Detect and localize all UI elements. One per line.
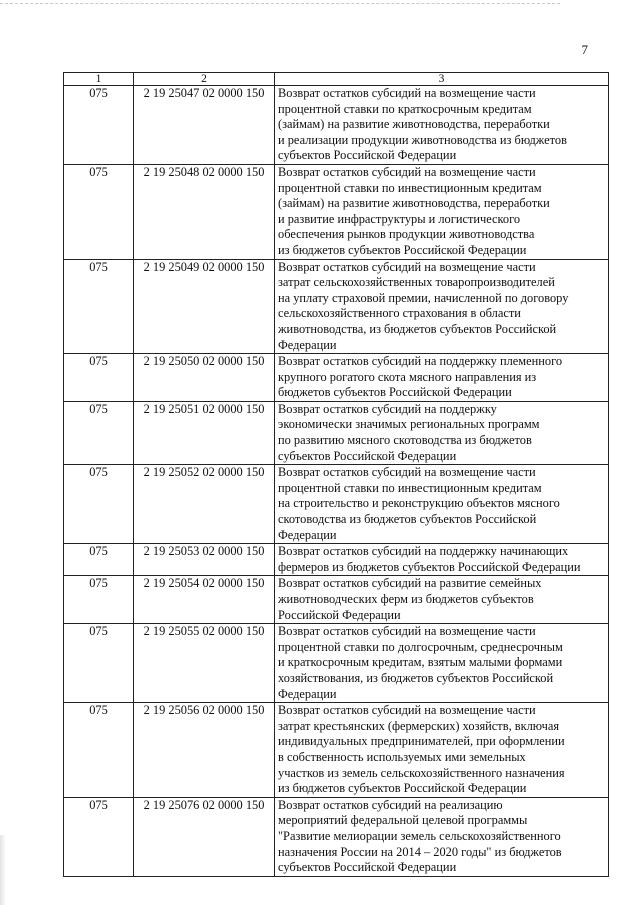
table-header-row: [64, 73, 609, 86]
budget-classification-code-cell: 2 19 25051 02 0000 150: [134, 401, 275, 464]
table-row: [64, 576, 609, 624]
table-row: [64, 354, 609, 402]
budget-classification-code-cell: 2 19 25047 02 0000 150: [134, 86, 275, 165]
revenue-name-cell: Возврат остатков субсидий на возмещение части процентной ставки по долгосрочным, среднесрочным и краткосрочным кредитам, взятым малыми формами хозяйствования, из бюджетов субъектов Российской Федерации: [275, 624, 609, 703]
revenue-name-cell: Возврат остатков субсидий на поддержку племенного крупного рогатого скота мясного направления из бюджетов субъектов Российской Федерации: [275, 354, 609, 402]
revenue-name-cell: Возврат остатков субсидий на поддержку экономически значимых региональных программ по развитию мясного скотоводства из бюджетов субъектов Российской Федерации: [275, 401, 609, 464]
budget-classification-code-cell: 2 19 25056 02 0000 150: [134, 703, 275, 798]
table-row: [64, 624, 609, 703]
revenue-name-cell: Возврат остатков субсидий на реализацию мероприятий федеральной целевой программы "Развитие мелиорации земель сельскохозяйственного назначения России на 2014 – 2020 годы" из бюджетов субъектов Российской Федерации: [275, 797, 609, 876]
admin-code-cell: 075: [64, 164, 134, 259]
revenue-name-cell: Возврат остатков субсидий на поддержку начинающих фермеров из бюджетов субъектов Российской Федерации: [275, 544, 609, 576]
table-row: [64, 703, 609, 798]
admin-code-cell: 075: [64, 354, 134, 402]
budget-codes-table: [63, 72, 609, 877]
admin-code-cell: 075: [64, 624, 134, 703]
revenue-name-cell: Возврат остатков субсидий на возмещение части затрат крестьянских (фермерских) хозяйств, включая индивидуальных предпринимателей, при оформлении в собственность используемых ими земельных участков из земель сельскохозяйственного назначения из бюджетов субъектов Российской Федерации: [275, 703, 609, 798]
table-row: [64, 259, 609, 354]
admin-code-cell: 075: [64, 401, 134, 464]
table-row: [64, 164, 609, 259]
revenue-name-cell: Возврат остатков субсидий на возмещение части процентной ставки по инвестиционным кредитам на строительство и реконструкцию объектов мясного скотоводства из бюджетов субъектов Российской Федерации: [275, 465, 609, 544]
scan-artifact-line: [0, 3, 560, 7]
budget-classification-code-cell: 2 19 25049 02 0000 150: [134, 259, 275, 354]
budget-classification-code-cell: 2 19 25055 02 0000 150: [134, 624, 275, 703]
budget-classification-code-cell: 2 19 25050 02 0000 150: [134, 354, 275, 402]
scan-edge-shadow: [0, 835, 6, 905]
table-row: [64, 401, 609, 464]
header-col-3: 3: [275, 73, 609, 86]
table-row: [64, 797, 609, 876]
admin-code-cell: 075: [64, 465, 134, 544]
table-row: [64, 86, 609, 165]
page-number: 7: [581, 42, 588, 57]
revenue-name-cell: Возврат остатков субсидий на возмещение части процентной ставки по краткосрочным кредитам (займам) на развитие животноводства, переработки и реализации продукции животноводства из бюджетов субъектов Российской Федерации: [275, 86, 609, 165]
revenue-name-cell: Возврат остатков субсидий на развитие семейных животноводческих ферм из бюджетов субъектов Российской Федерации: [275, 576, 609, 624]
admin-code-cell: 075: [64, 544, 134, 576]
budget-classification-code-cell: 2 19 25076 02 0000 150: [134, 797, 275, 876]
budget-classification-code-cell: 2 19 25048 02 0000 150: [134, 164, 275, 259]
admin-code-cell: 075: [64, 259, 134, 354]
header-col-2: 2: [134, 73, 275, 86]
budget-classification-code-cell: 2 19 25053 02 0000 150: [134, 544, 275, 576]
header-col-1: 1: [64, 73, 134, 86]
table-body: [64, 73, 609, 877]
admin-code-cell: 075: [64, 86, 134, 165]
admin-code-cell: 075: [64, 797, 134, 876]
budget-classification-code-cell: 2 19 25052 02 0000 150: [134, 465, 275, 544]
revenue-name-cell: Возврат остатков субсидий на возмещение части процентной ставки по инвестиционным кредитам (займам) на развитие животноводства, переработки и развитие инфраструктуры и логистического обеспечения рынков продукции животноводства из бюджетов субъектов Российской Федерации: [275, 164, 609, 259]
admin-code-cell: 075: [64, 703, 134, 798]
admin-code-cell: 075: [64, 576, 134, 624]
table-row: [64, 465, 609, 544]
table-row: [64, 544, 609, 576]
budget-classification-code-cell: 2 19 25054 02 0000 150: [134, 576, 275, 624]
revenue-name-cell: Возврат остатков субсидий на возмещение части затрат сельскохозяйственных товаропроизводителей на уплату страховой премии, начисленной по договору сельскохозяйственного страхования в области животноводства, из бюджетов субъектов Российской Федерации: [275, 259, 609, 354]
